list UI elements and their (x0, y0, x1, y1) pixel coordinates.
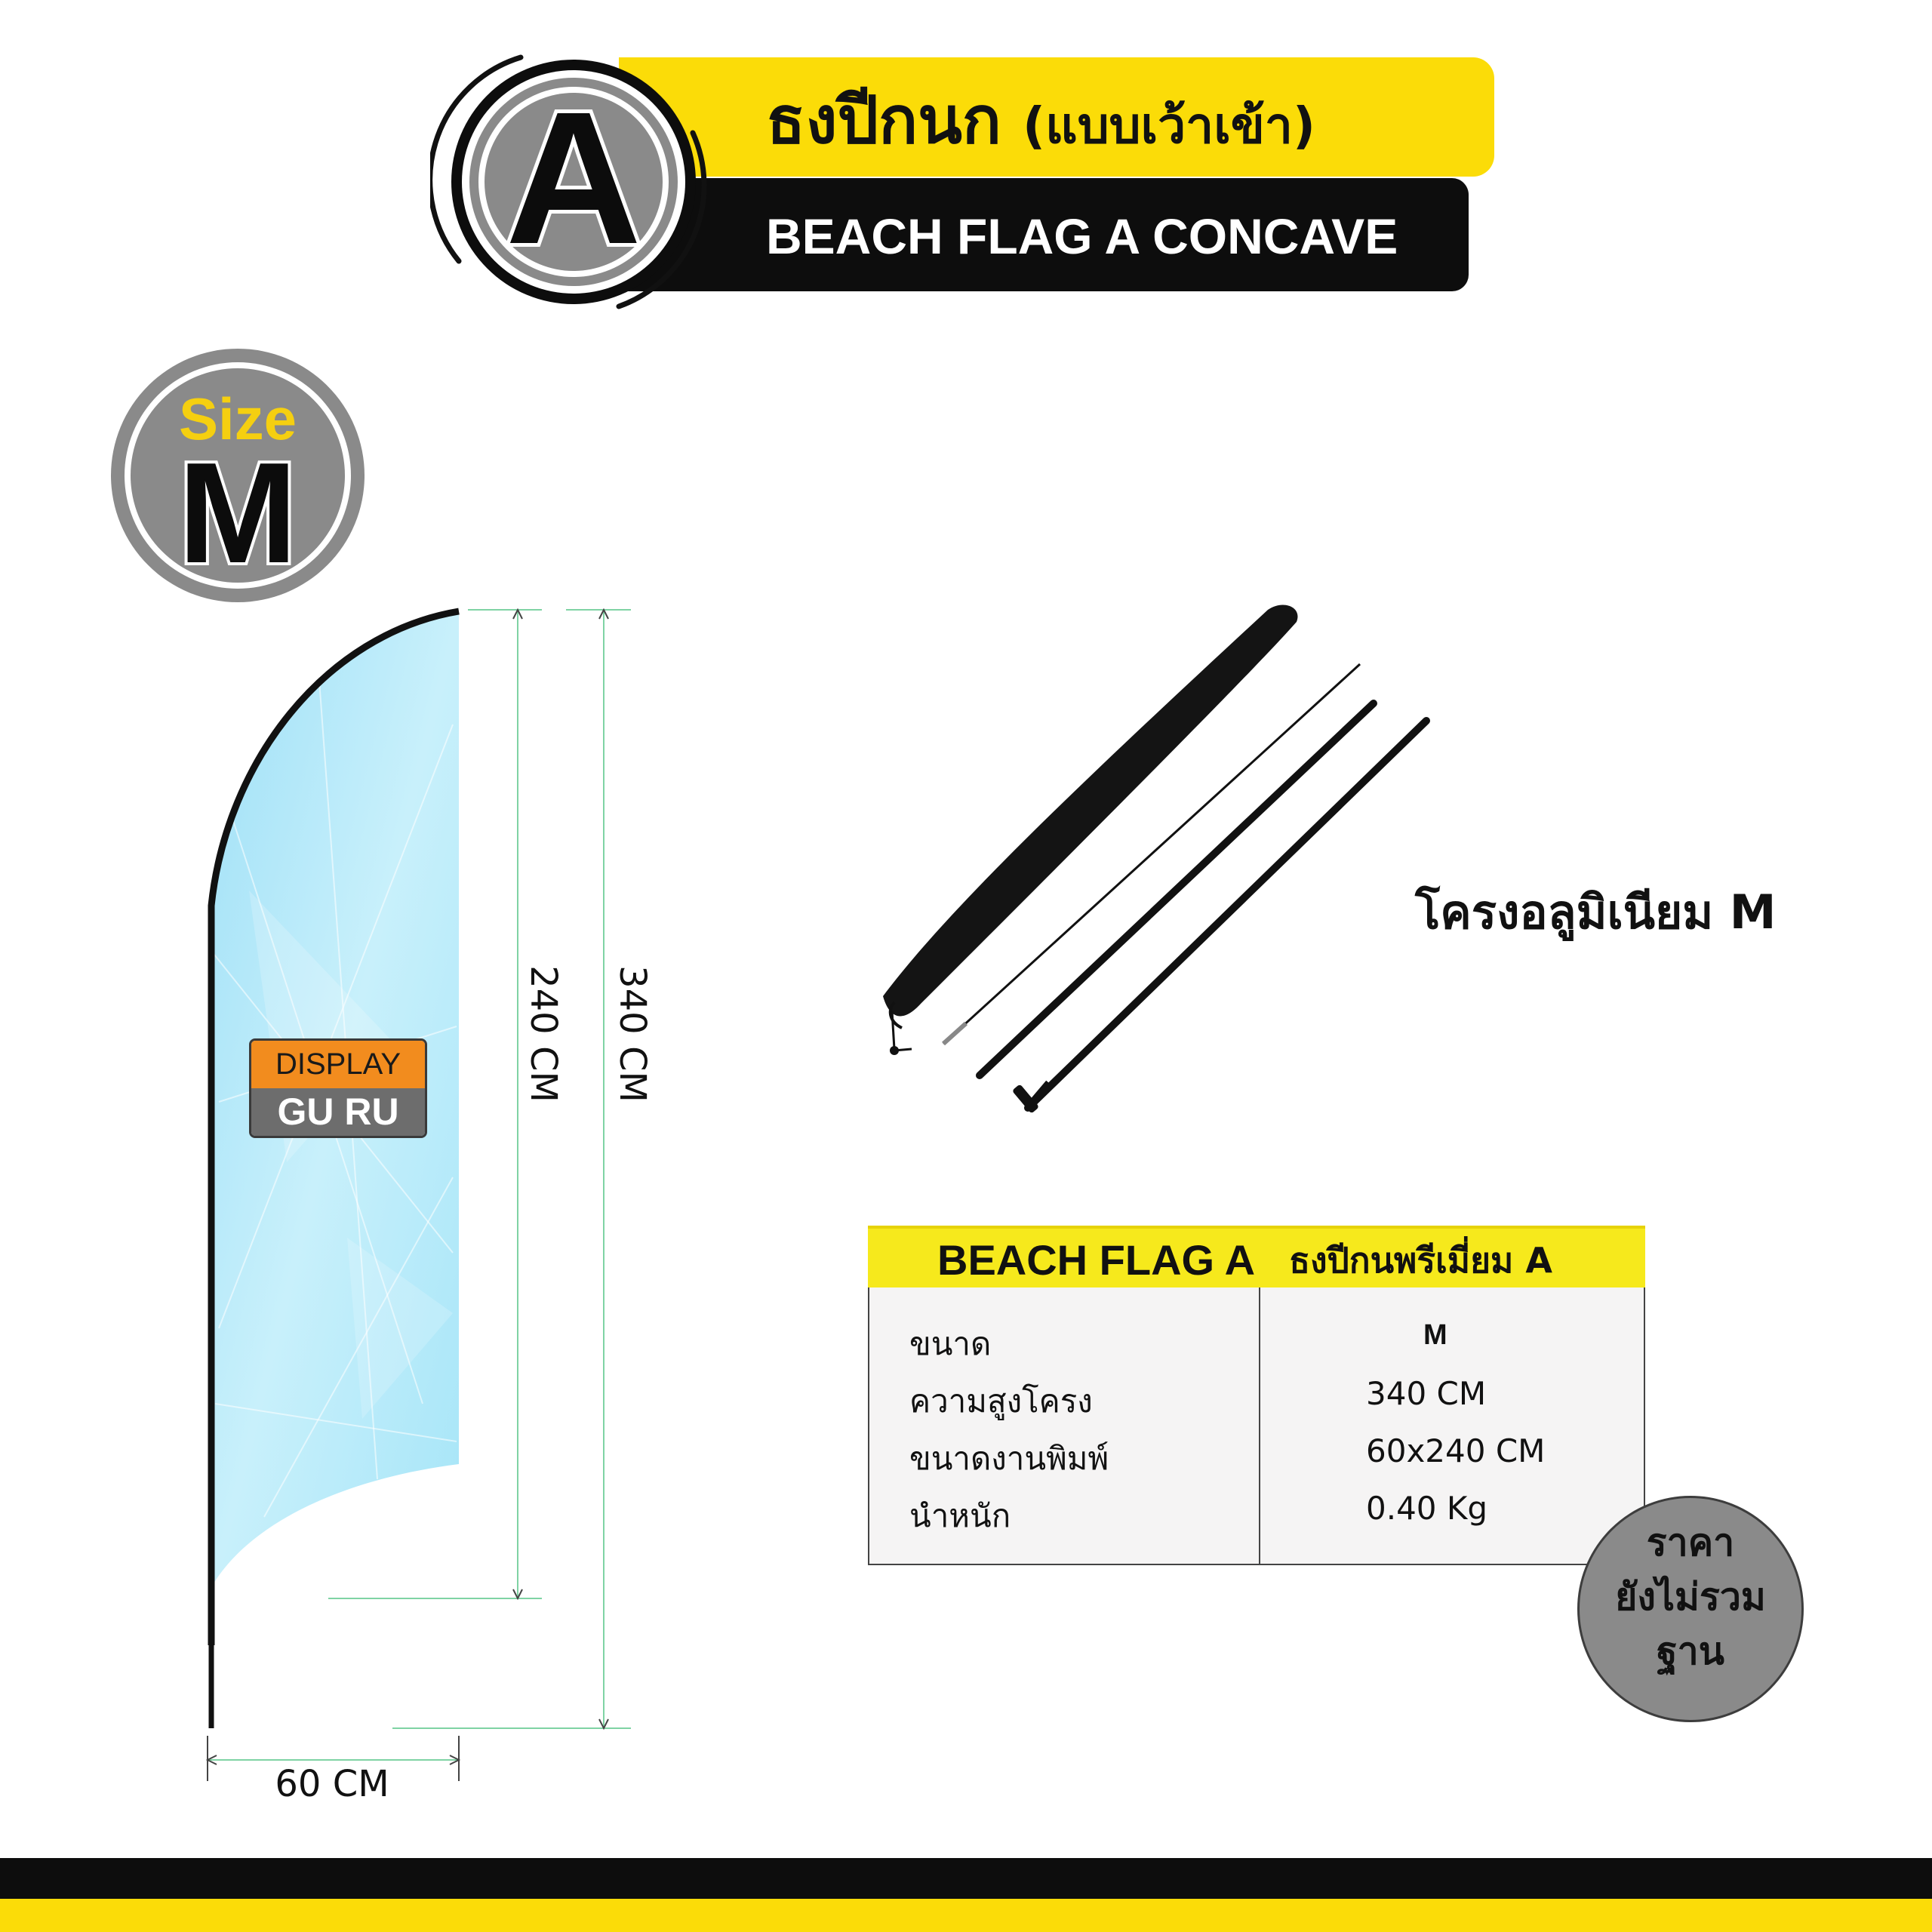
spec-row-value: 340 CM (1366, 1375, 1487, 1412)
dimension-total-height: 340 CM (611, 965, 654, 1103)
footer-yellow-bar (0, 1899, 1932, 1932)
spec-row-label: ขนาดงานพิมพ์ (909, 1440, 1109, 1477)
price-note-text (1577, 1515, 1804, 1678)
spec-row-label: ความสูงโครง (909, 1383, 1093, 1420)
frame-label: โครงอลูมิเนียม M (1415, 884, 1777, 940)
middle-pole-icon (980, 703, 1374, 1075)
price-note-line2: ยังไม่รวม (1615, 1575, 1766, 1619)
price-note-line3: ฐาน (1657, 1629, 1724, 1673)
badge-a-letter: A (505, 72, 642, 283)
page-title-thai (766, 75, 1315, 166)
price-note-line1: ราคา (1646, 1521, 1735, 1564)
dimension-width: 60 CM (275, 1763, 389, 1805)
title-thai-main: ธงปีกนก (766, 83, 1002, 158)
size-badge-letter: M (177, 433, 298, 593)
carry-bag-icon (883, 605, 1297, 1016)
display-guru-logo (249, 1038, 427, 1138)
aluminium-frame-illustration (860, 589, 1464, 1147)
spec-table-divider (1259, 1287, 1260, 1565)
spec-row-label: ขนาด (909, 1325, 992, 1362)
dimension-print-height: 240 CM (522, 965, 565, 1103)
title-thai-sub: (แบบเว้าเข้า) (1023, 97, 1316, 155)
spec-row-value: M (1423, 1319, 1447, 1351)
logo-bottom-text: GU RU (251, 1088, 425, 1136)
spec-row-value: 60x240 CM (1366, 1432, 1546, 1469)
spec-row-value: 0.40 Kg (1366, 1490, 1488, 1527)
spec-row-label: นำหนัก (909, 1497, 1011, 1534)
spec-table-header-thai: ธงปีกนพรีเมี่ยม A (1289, 1240, 1552, 1281)
spec-table-header-english: BEACH FLAG A (937, 1236, 1256, 1284)
footer-black-bar (0, 1858, 1932, 1899)
size-badge-word: Size (178, 386, 297, 452)
page-title-english: BEACH FLAG A CONCAVE (766, 208, 1398, 264)
logo-top-text: DISPLAY (251, 1041, 425, 1088)
flag-illustration (0, 574, 679, 1811)
